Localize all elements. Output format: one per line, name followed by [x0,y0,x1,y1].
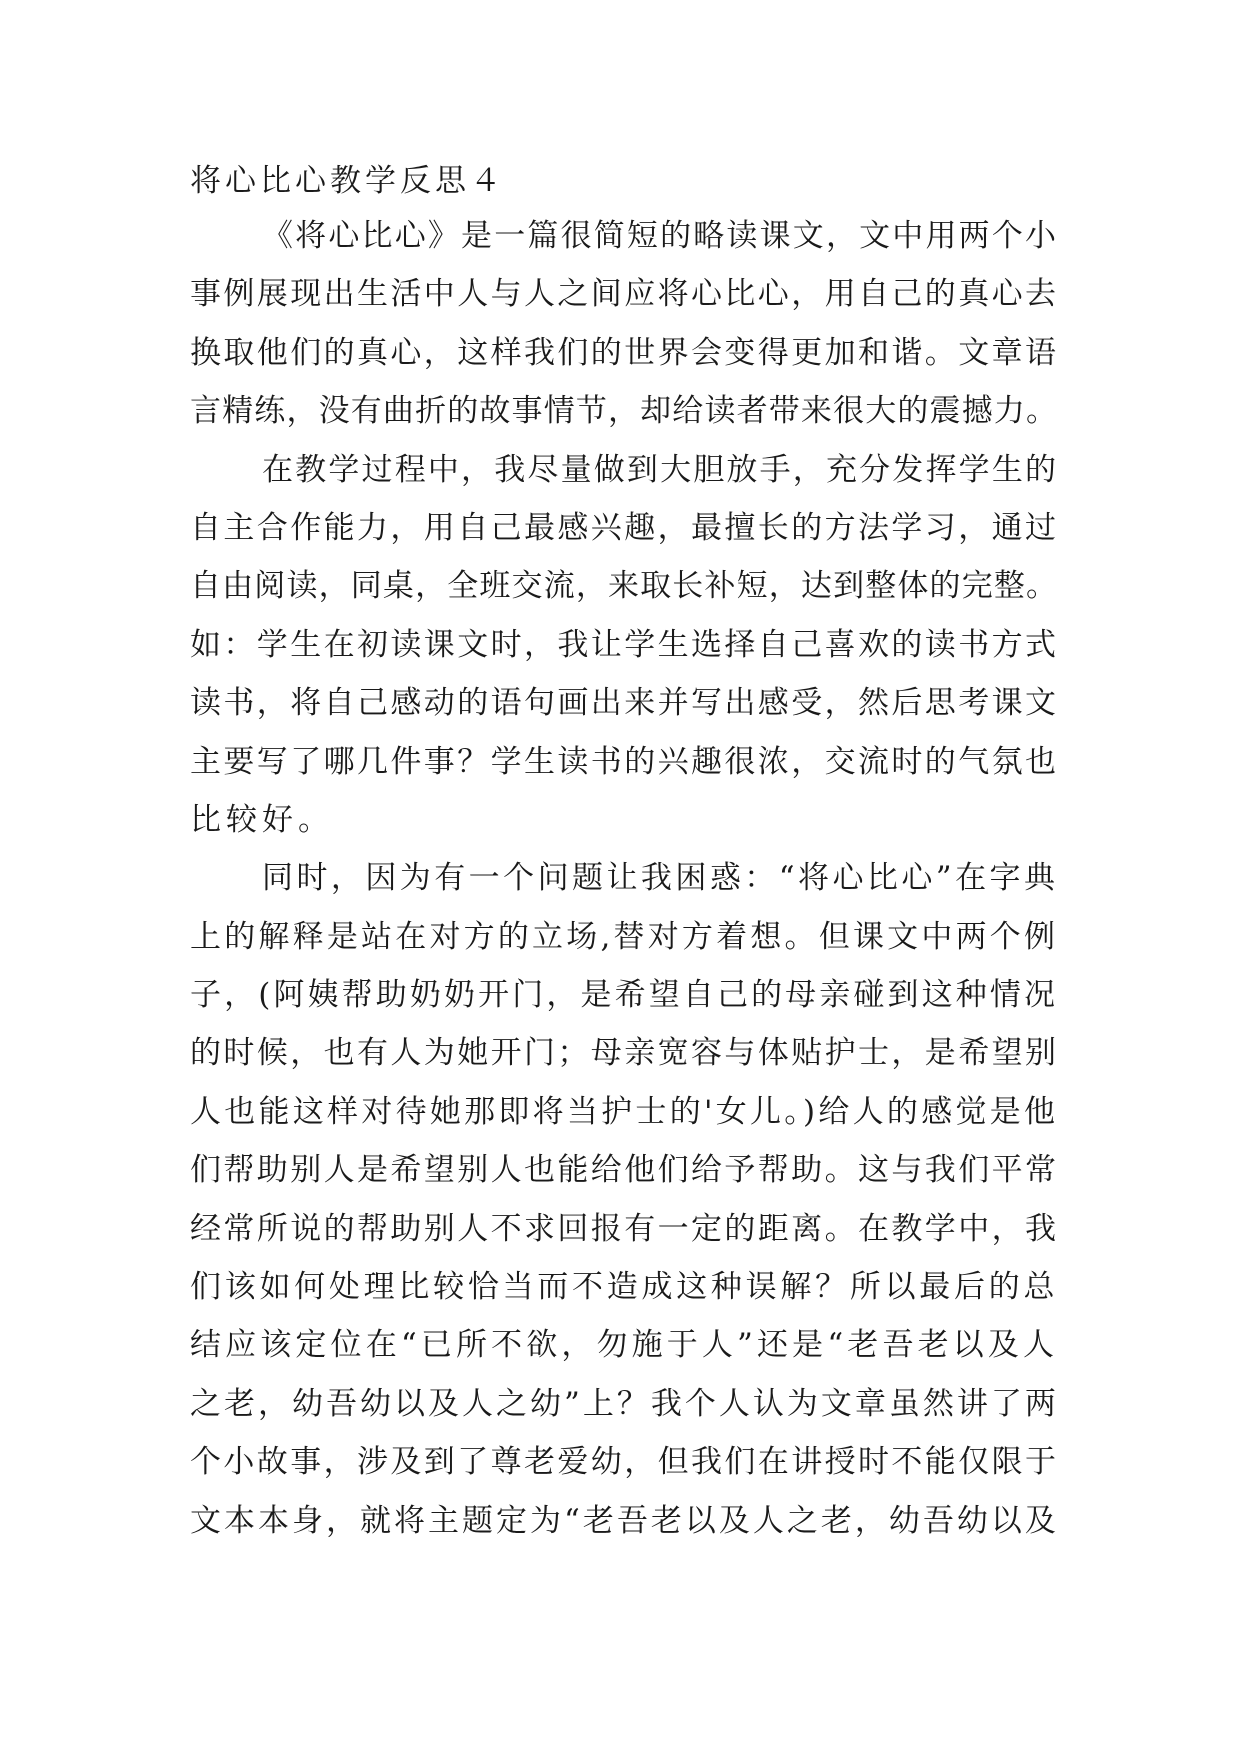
paragraph-line: 文本本身，就将主题定为“老吾老以及人之老，幼吾幼以及 [190,1502,1059,1539]
paragraph-line: 们帮助别人是希望别人也能给他们给予帮助。这与我们平常 [190,1152,1058,1189]
paragraph-line: 主要写了哪几件事？学生读书的兴趣很浓，交流时的气氛也 [190,743,1058,780]
paragraph-line: 比较好。 [190,801,334,838]
document-title: 将心比心教学反思４ [190,163,505,199]
paragraph-1 [190,207,1058,441]
paragraph-line: 自主合作能力，用自己最感兴趣，最擅长的方法学习，通过 [190,509,1058,546]
paragraph-line: 言精练，没有曲折的故事情节，却给读者带来很大的震撼力。 [190,393,1058,430]
paragraph-line: 子，(阿姨帮助奶奶开门，是希望自己的母亲碰到这种情况 [190,977,1058,1014]
paragraph-line: 《将心比心》是一篇很简短的略读课文，文中用两个小 [262,218,1058,254]
paragraph-line: 人也能这样对待她那即将当护士的'女儿。)给人的感觉是他 [190,1093,1058,1130]
paragraph-line: 的时候，也有人为她开门；母亲宽容与体贴护士，是希望别 [190,1035,1058,1072]
paragraph-line: 自由阅读，同桌，全班交流，来取长补短，达到整体的完整。 [190,568,1058,605]
paragraph-line: 事例展现出生活中人与人之间应将心比心，用自己的真心去 [190,276,1058,313]
paragraph-line: 读书，将自己感动的语句画出来并写出感受，然后思考课文 [190,685,1058,722]
document-body [190,155,1058,1550]
paragraph-line: 个小故事，涉及到了尊老爱幼，但我们在讲授时不能仅限于 [190,1444,1058,1481]
paragraph-line: 上的解释是站在对方的立场,替对方着想。但课文中两个例 [190,918,1058,955]
paragraph-line: 结应该定位在“已所不欲，勿施于人”还是“老吾老以及人 [190,1327,1058,1364]
paragraph-line: 同时，因为有一个问题让我困惑：“将心比心”在字典 [262,860,1058,897]
paragraph-line: 之老，幼吾幼以及人之幼”上？我个人认为文章虽然讲了两 [190,1385,1059,1422]
paragraph-line: 换取他们的真心，这样我们的世界会变得更加和谐。文章语 [190,334,1058,371]
paragraph-3 [190,849,1058,1550]
paragraph-line: 们该如何处理比较恰当而不造成这种误解？所以最后的总 [190,1269,1058,1306]
paragraph-line: 经常所说的帮助别人不求回报有一定的距离。在教学中，我 [190,1210,1058,1247]
paragraph-line: 如：学生在初读课文时，我让学生选择自己喜欢的读书方式 [190,626,1058,663]
paragraph-line: 在教学过程中，我尽量做到大胆放手，充分发挥学生的 [262,451,1058,488]
paragraph-2 [190,441,1058,850]
